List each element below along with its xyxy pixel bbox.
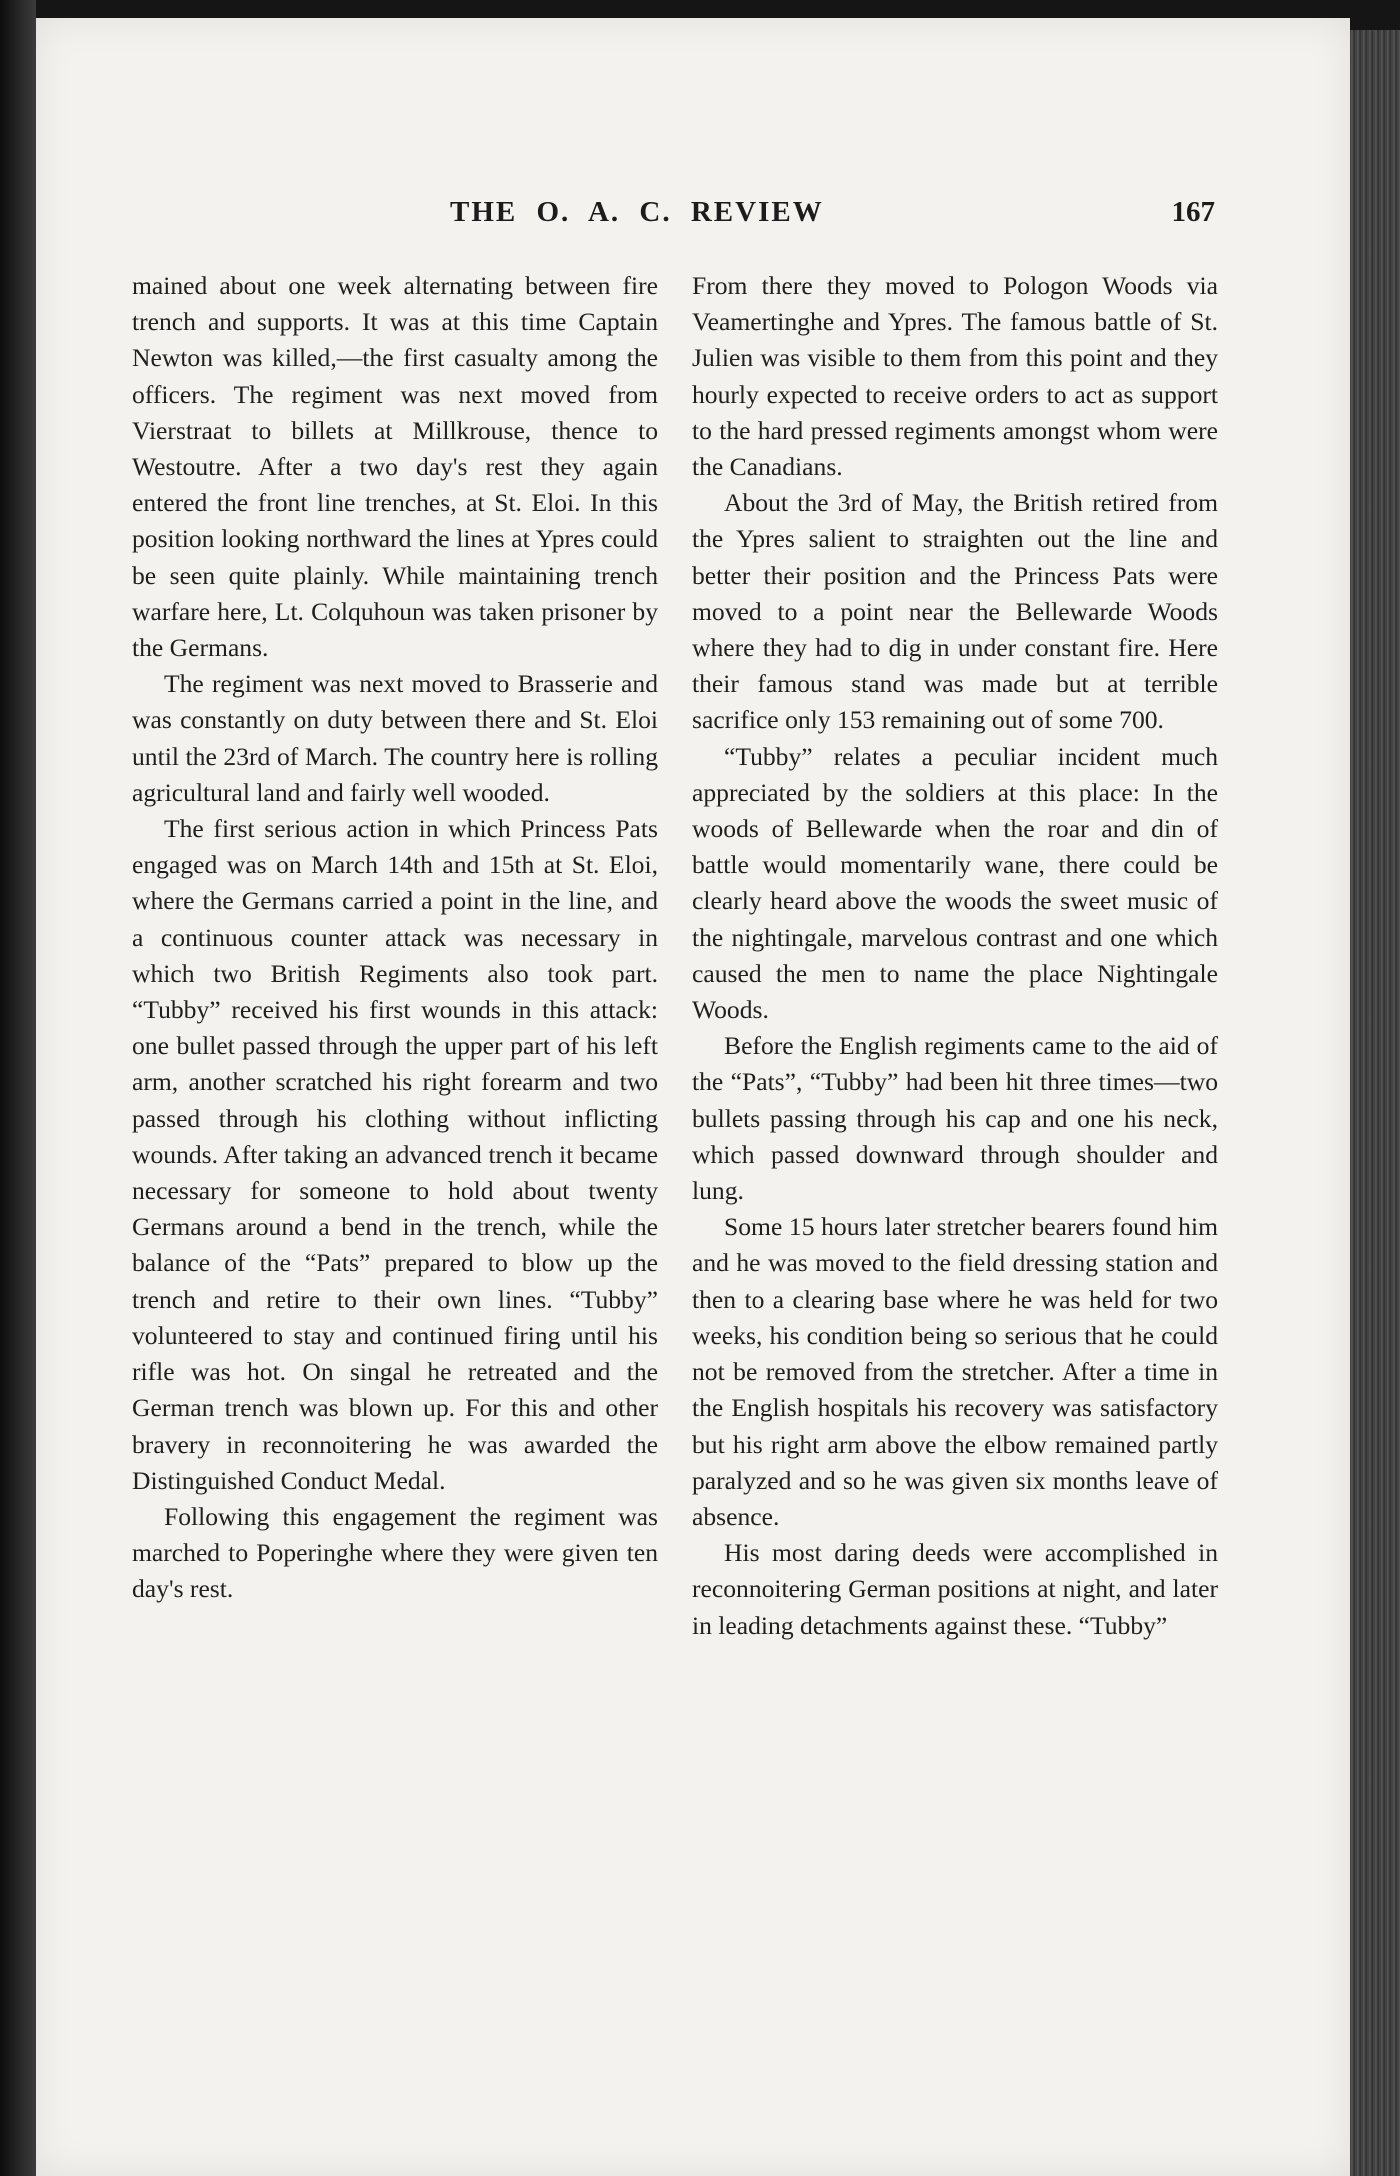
running-header — [130, 196, 1215, 242]
paragraph: The first serious action in which Princess Pats engaged was on March 14th and 15th at St. Eloi, where the Germans carried a point in the line, and a continuous counter attack was necessary in which two British Regiments also took part. “Tubby” received his first wounds in this attack: one bullet passed through the upper part of his left arm, another scratched his right forearm and two passed through his clothing without inflicting wounds. After taking an advanced trench it became necessary for someone to hold about twenty Germans around a bend in the trench, while the balance of the “Pats” prepared to blow up the trench and retire to their own lines. “Tubby” volunteered to stay and continued firing until his rifle was hot. On singal he retreated and the German trench was blown up. For this and other bravery in reconnoitering he was awarded the Distinguished Conduct Medal. — [132, 814, 658, 1495]
right-column — [692, 268, 1218, 1644]
journal-title: THE O. A. C. REVIEW — [450, 196, 824, 228]
page-number: 167 — [1171, 196, 1215, 228]
paragraph: “Tubby” relates a peculiar incident much appreciated by the soldiers at this place: In the woods of Bellewarde when the roar and din of battle would momentarily wane, there could be clearly heard above the woods the sweet music of the nightingale, marvelous contrast and one which caused the men to name the place Nightingale Woods. — [692, 741, 1218, 1025]
paragraph: About the 3rd of May, the British retired from the Ypres salient to straighten out the line and better their position and the Princess Pats were moved to a point near the Bellewarde Woods where they had to dig in under constant fire. Here their famous stand was made but at terrible sacrifice only 153 remaining out of some 700. — [692, 488, 1218, 735]
paragraph: mained about one week alternating between fire trench and supports. It was at this time Captain Newton was killed,—the first casualty among the officers. The regiment was next moved from Vierstraat to billets at Millkrouse, thence to Westoutre. After a two day's rest they again entered the front line trenches, at St. Eloi. In this position looking northward the lines at Ypres could be seen quite plainly. While maintaining trench warfare here, Lt. Colquhoun was taken prisoner by the Germans. — [132, 271, 658, 663]
paragraph: Before the English regiments came to the aid of the “Pats”, “Tubby” had been hit three times—two bullets passing through his cap and one his neck, which passed downward through shoulder and lung. — [692, 1031, 1218, 1206]
paragraph: Following this engagement the regiment was marched to Poperinghe where they were given ten day's rest. — [132, 1501, 658, 1604]
paragraph: His most daring deeds were accomplished in reconnoitering German positions at night, and later in leading detachments against these. “Tubby” — [692, 1538, 1218, 1640]
book-spine-shadow — [0, 0, 36, 2176]
paragraph: From there they moved to Pologon Woods via Veamertinghe and Ypres. The famous battle of St. Julien was visible to them from this point and they hourly expected to receive orders to act as support to the hard pressed regiments amongst whom were the Canadians. — [692, 271, 1218, 482]
paragraph: Some 15 hours later stretcher bearers found him and he was moved to the field dressing station and then to a clearing base where he was held for two weeks, his condition being so serious that he could not be removed from the stretcher. After a time in the English hospitals his recovery was satisfactory but his right arm above the elbow remained partly paralyzed and so he was given six months leave of absence. — [692, 1212, 1218, 1531]
paragraph: The regiment was next moved to Brasserie and was constantly on duty between there and St. Eloi until the 23rd of March. The country here is rolling agricultural land and fairly well wooded. — [132, 669, 658, 807]
left-column — [132, 268, 658, 1608]
page-edges — [1350, 30, 1400, 2176]
